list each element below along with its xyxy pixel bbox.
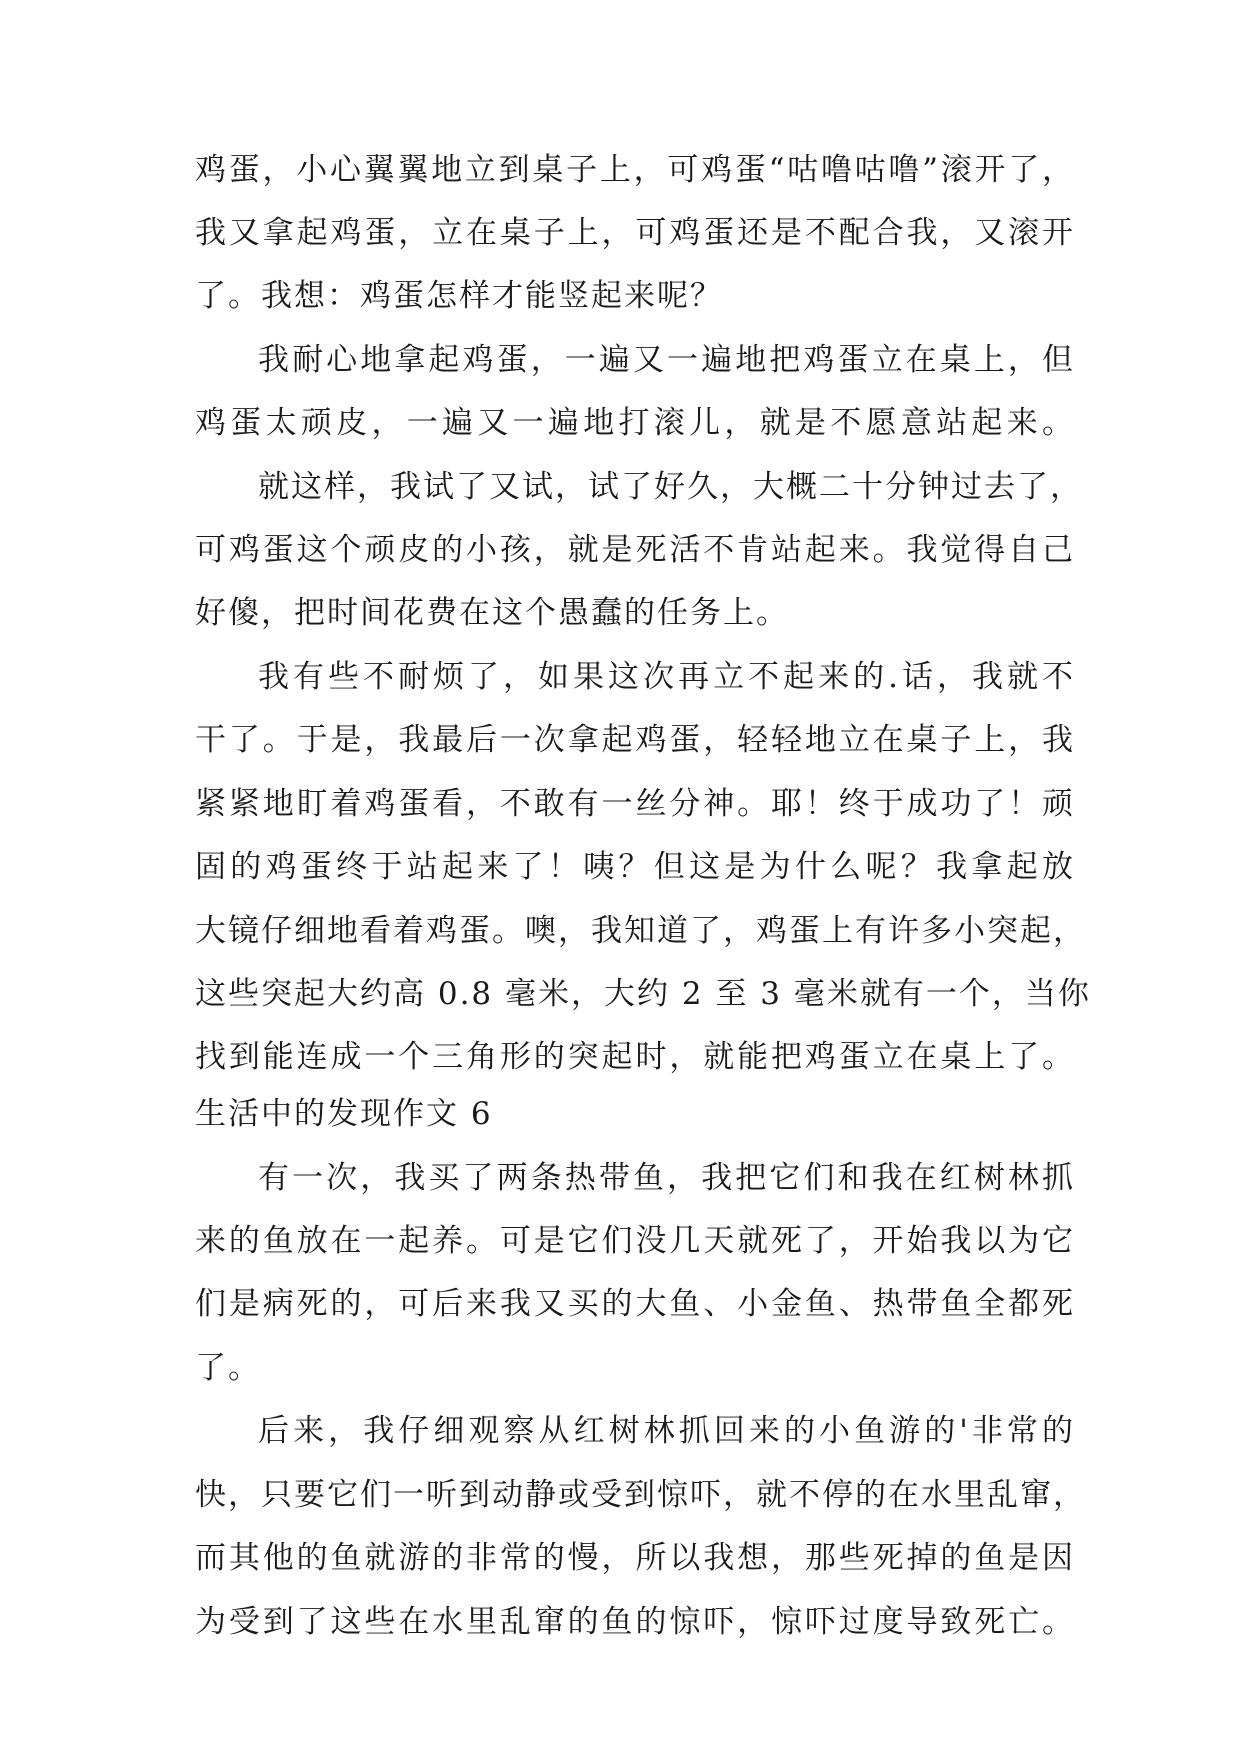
- text-line: 鸡蛋，小心翼翼地立到桌子上，可鸡蛋“咕噜咕噜”滚开了，: [195, 152, 1075, 188]
- text-line: 固的鸡蛋终于站起来了！咦？但这是为什么呢？我拿起放: [195, 849, 1075, 885]
- text-line: 大镜仔细地看着鸡蛋。噢，我知道了，鸡蛋上有许多小突起，: [195, 913, 1086, 949]
- paragraph-first-line: 我耐心地拿起鸡蛋，一遍又一遍地把鸡蛋立在桌上，但: [258, 342, 1075, 378]
- paragraph-first-line: 有一次，我买了两条热带鱼，我把它们和我在红树林抓: [258, 1160, 1075, 1196]
- text-line: 干了。于是，我最后一次拿起鸡蛋，轻轻地立在桌子上，我: [195, 722, 1075, 758]
- text-line: 了。: [195, 1350, 261, 1386]
- text-line: 而其他的鱼就游的非常的慢，所以我想，那些死掉的鱼是因: [195, 1540, 1075, 1576]
- text-line: 我又拿起鸡蛋，立在桌子上，可鸡蛋还是不配合我，又滚开: [195, 215, 1075, 251]
- text-line: 了。我想：鸡蛋怎样才能竖起来呢？: [195, 278, 723, 314]
- paragraph-first-line: 我有些不耐烦了，如果这次再立不起来的.话，我就不: [258, 659, 1075, 695]
- text-line: 快，只要它们一听到动静或受到惊吓，就不停的在水里乱窜，: [195, 1477, 1086, 1513]
- text-line: 这些突起大约高 0.8 毫米，大约 2 至 3 毫米就有一个，当你: [195, 976, 1091, 1012]
- text-line: 们是病死的，可后来我又买的大鱼、小金鱼、热带鱼全都死: [195, 1286, 1075, 1322]
- text-line: 好傻，把时间花费在这个愚蠢的任务上。: [195, 595, 789, 631]
- paragraph-first-line: 后来，我仔细观察从红树林抓回来的小鱼游的'非常的: [258, 1413, 1075, 1449]
- text-line: 鸡蛋太顽皮，一遍又一遍地打滚儿，就是不愿意站起来。: [195, 405, 1075, 441]
- paragraph-first-line: 就这样，我试了又试，试了好久，大概二十分钟过去了，: [258, 469, 1083, 505]
- text-line: 紧紧地盯着鸡蛋看，不敢有一丝分神。耶！终于成功了！顽: [195, 786, 1075, 822]
- text-line: 为受到了这些在水里乱窜的鱼的惊吓，惊吓过度导致死亡。: [195, 1604, 1075, 1640]
- text-line: 找到能连成一个三角形的突起时，就能把鸡蛋立在桌上了。: [195, 1039, 1075, 1075]
- section-heading: 生活中的发现作文 6: [195, 1096, 493, 1132]
- text-line: 来的鱼放在一起养。可是它们没几天就死了，开始我以为它: [195, 1223, 1075, 1259]
- text-line: 可鸡蛋这个顽皮的小孩，就是死活不肯站起来。我觉得自己: [195, 532, 1075, 568]
